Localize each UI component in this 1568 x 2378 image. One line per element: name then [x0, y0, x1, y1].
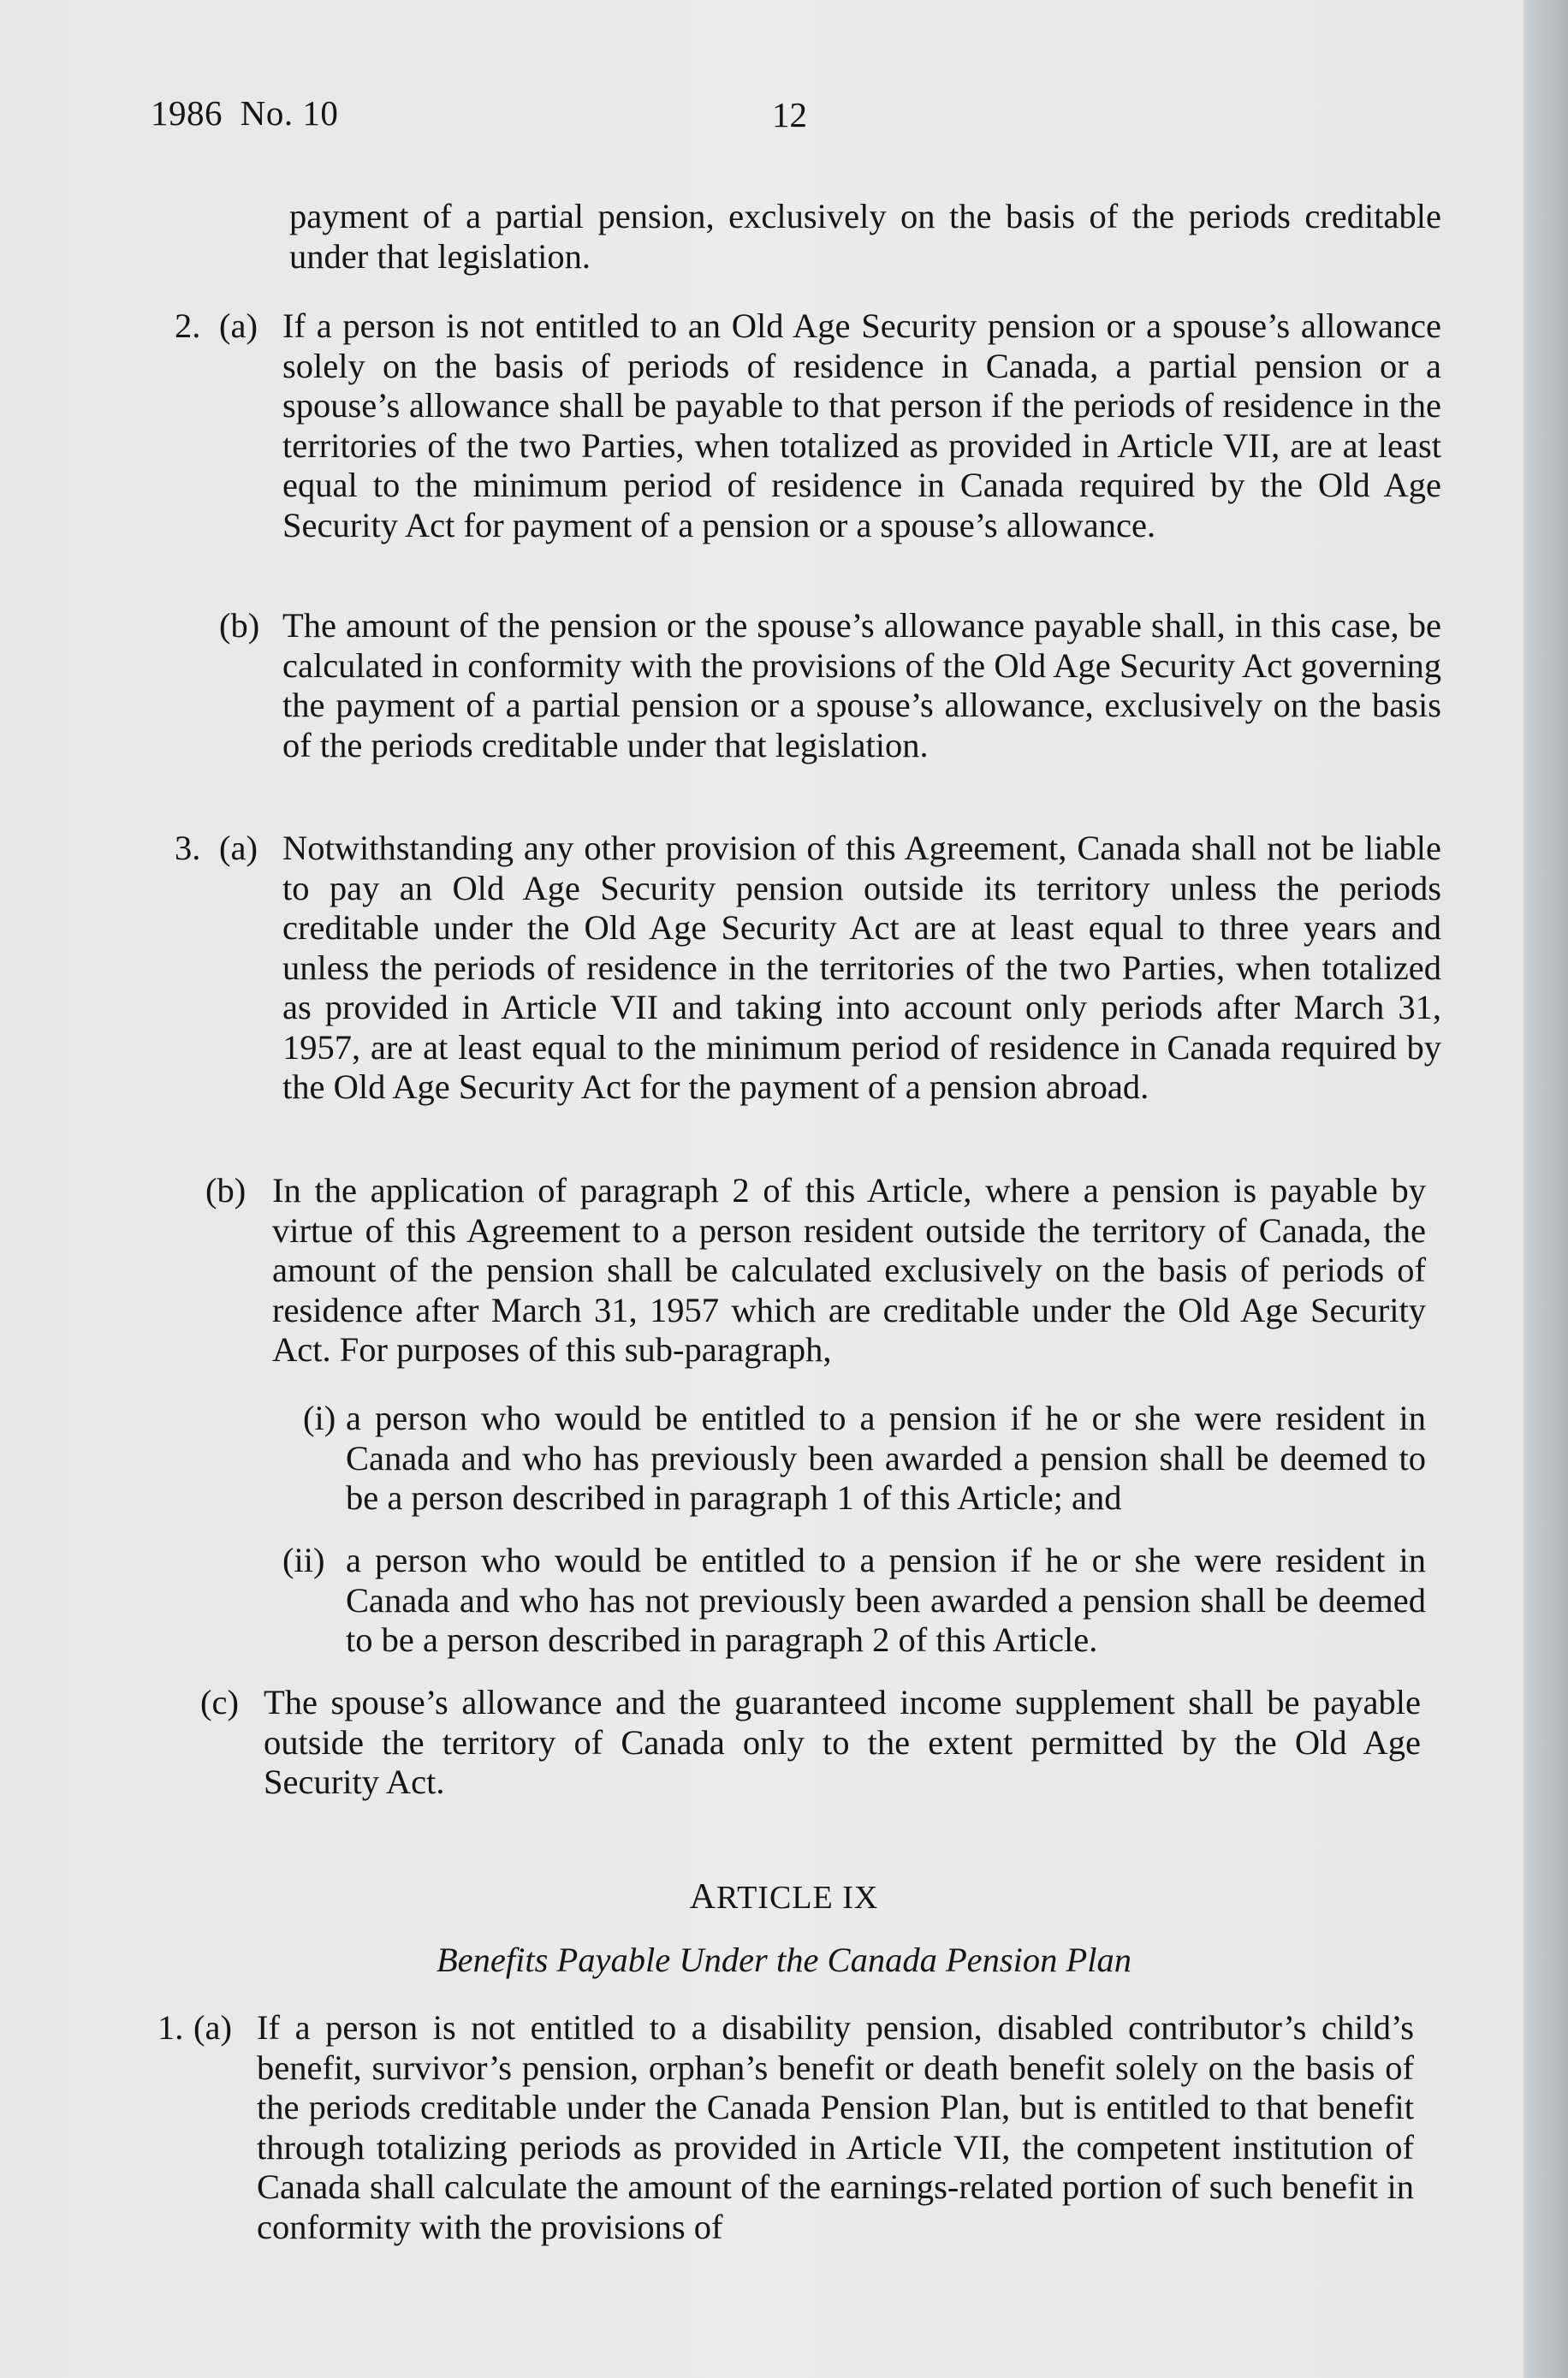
paragraph-3a-text: Notwithstanding any other provision of this Agreement, Canada shall not be liable to pay an Old Age Security pension outside its territory unless the periods creditable under the Old Age Security Act are at least equal to three years and unless the periods of residence in the territories of the two Parties, when totalized as provided in Article VII and taking into account only periods after March 31, 1957, are at least equal to the minimum period of residence in Canada required by the Old Age Security Act for the payment of a pension abroad.	[282, 829, 1441, 1106]
paragraph-2a-label: (a)	[219, 306, 258, 345]
paragraph-3b-i-label: (i)	[303, 1399, 336, 1437]
paragraph-3b-text: In the application of paragraph 2 of this Article, where a pension is payable by virtue of this Agreement to a person resident outside the territory of Canada, the amount of the pension shall be calculated exclusively on the basis of periods of residence after March 31, 1957 which are creditable under the Old Age Security Act. For purposes of this sub-paragraph,	[272, 1171, 1426, 1369]
paragraph-3b-ii-label: (ii)	[282, 1541, 325, 1579]
header-number: No. 10	[240, 93, 339, 133]
paragraph-2-number: 2.	[175, 306, 201, 345]
paragraph-2b-text: The amount of the pension or the spouse’s allowance payable shall, in this case, be calculated in conformity with the provisions of the Old Age Security Act governing the payment of a partial pension or a spouse’s allowance, exclusively on the basis of the periods creditable under that legislation.	[282, 606, 1441, 764]
paragraph-3b-label: (b)	[205, 1171, 246, 1210]
article-heading	[0, 1876, 1568, 1917]
paragraph-3c-text: The spouse’s allowance and the guaranteed income supplement shall be payable outside the territory of Canada only to the extent permitted by the Old Age Security Act.	[264, 1683, 1421, 1801]
paragraph-3-number: 3.	[175, 829, 201, 867]
continuation-paragraph: payment of a partial pension, exclusively on the basis of the periods creditable under that legislation.	[289, 197, 1441, 276]
header-year: 1986	[151, 93, 223, 133]
paragraph-3b-ii-text: a person who would be entitled to a pension if he or she were resident in Canada and who has not previously been awarded a pension shall be deemed to be a person described in paragraph 2 of this Article.	[346, 1541, 1426, 1659]
article-9-paragraph-1a-label: (a)	[193, 2008, 232, 2047]
page-number: 12	[772, 95, 807, 134]
paragraph-2a-text: If a person is not entitled to an Old Age Security pension or a spouse’s allowance solely on the basis of periods of residence in Canada, a partial pension or a spouse’s allowance shall be payable to that person if the periods of residence in the territories of the two Parties, when totalized as provided in Article VII, are at least equal to the minimum period of residence in Canada required by the Old Age Security Act for payment of a pension or a spouse’s allowance.	[282, 306, 1441, 544]
page-edge-shadow	[1523, 0, 1568, 2378]
paragraph-3b-i-text: a person who would be entitled to a pension if he or she were resident in Canada and who has previously been awarded a pension shall be deemed to be a person described in paragraph 1 of this Article; and	[346, 1399, 1426, 1517]
article-heading-initial: A	[689, 1877, 717, 1917]
paragraph-3c-label: (c)	[200, 1683, 239, 1721]
paragraph-2b-label: (b)	[219, 606, 260, 645]
article-9-paragraph-1-number: 1.	[157, 2008, 184, 2047]
paragraph-3a-label: (a)	[219, 829, 258, 867]
article-subtitle: Benefits Payable Under the Canada Pension Plan	[436, 1941, 1132, 1979]
running-head	[151, 92, 338, 134]
article-9-paragraph-1a-text: If a person is not entitled to a disability pension, disabled contributor’s child’s benefit, survivor’s pension, orphan’s benefit or death benefit solely on the basis of the periods creditable under the Canada Pension Plan, but is entitled to that benefit through totalizing periods as provided in Article VII, the competent institution of Canada shall calculate the amount of the earnings-related portion of such benefit in conformity with the provisions of	[257, 2008, 1414, 2246]
article-heading-rest: RTICLE IX	[716, 1880, 879, 1916]
